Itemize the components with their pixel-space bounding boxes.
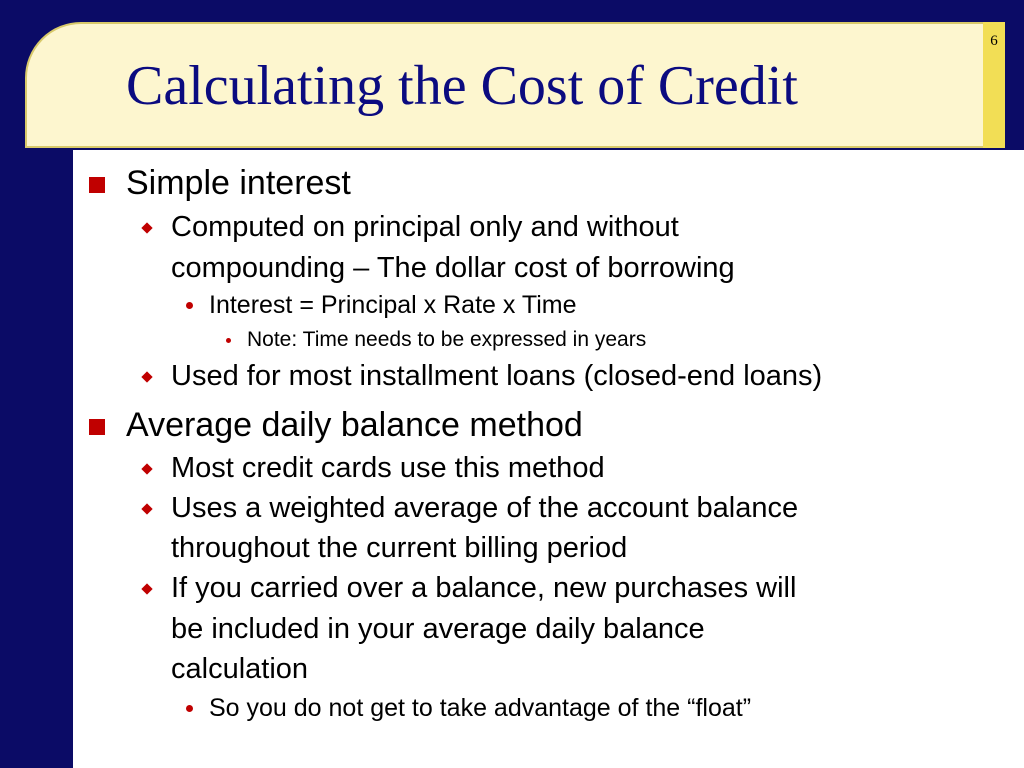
bullet-text: Computed on principal only and without <box>171 211 679 243</box>
square-bullet-icon <box>89 177 105 193</box>
bullet-text-continued: calculation <box>171 653 309 685</box>
dot-bullet-icon <box>226 338 231 343</box>
bullet-text: So you do not get to take advantage of the “float” <box>209 694 752 722</box>
dot-bullet-icon <box>186 705 193 712</box>
bullet-text: If you carried over a balance, new purchases will <box>171 572 797 604</box>
slide-title: Calculating the Cost of Credit <box>126 55 798 117</box>
bullet-text-continued: be included in your average daily balance <box>171 613 705 645</box>
bullet-text: Uses a weighted average of the account balance <box>171 492 799 524</box>
bullet-text: Used for most installment loans (closed-end loans) <box>171 360 823 392</box>
bullet-text: Note: Time needs to be expressed in years <box>247 328 647 351</box>
bullet-text: Interest = Principal x Rate x Time <box>209 291 577 319</box>
dot-bullet-icon <box>186 302 193 309</box>
bullet-text-continued: throughout the current billing period <box>171 532 628 564</box>
square-bullet-icon <box>89 419 105 435</box>
slide-number: 6 <box>990 33 998 49</box>
bullet-text: Most credit cards use this method <box>171 452 605 484</box>
bullet-text: Simple interest <box>126 164 351 202</box>
bullet-text-continued: compounding – The dollar cost of borrowing <box>171 252 735 284</box>
bullet-text: Average daily balance method <box>126 406 583 444</box>
